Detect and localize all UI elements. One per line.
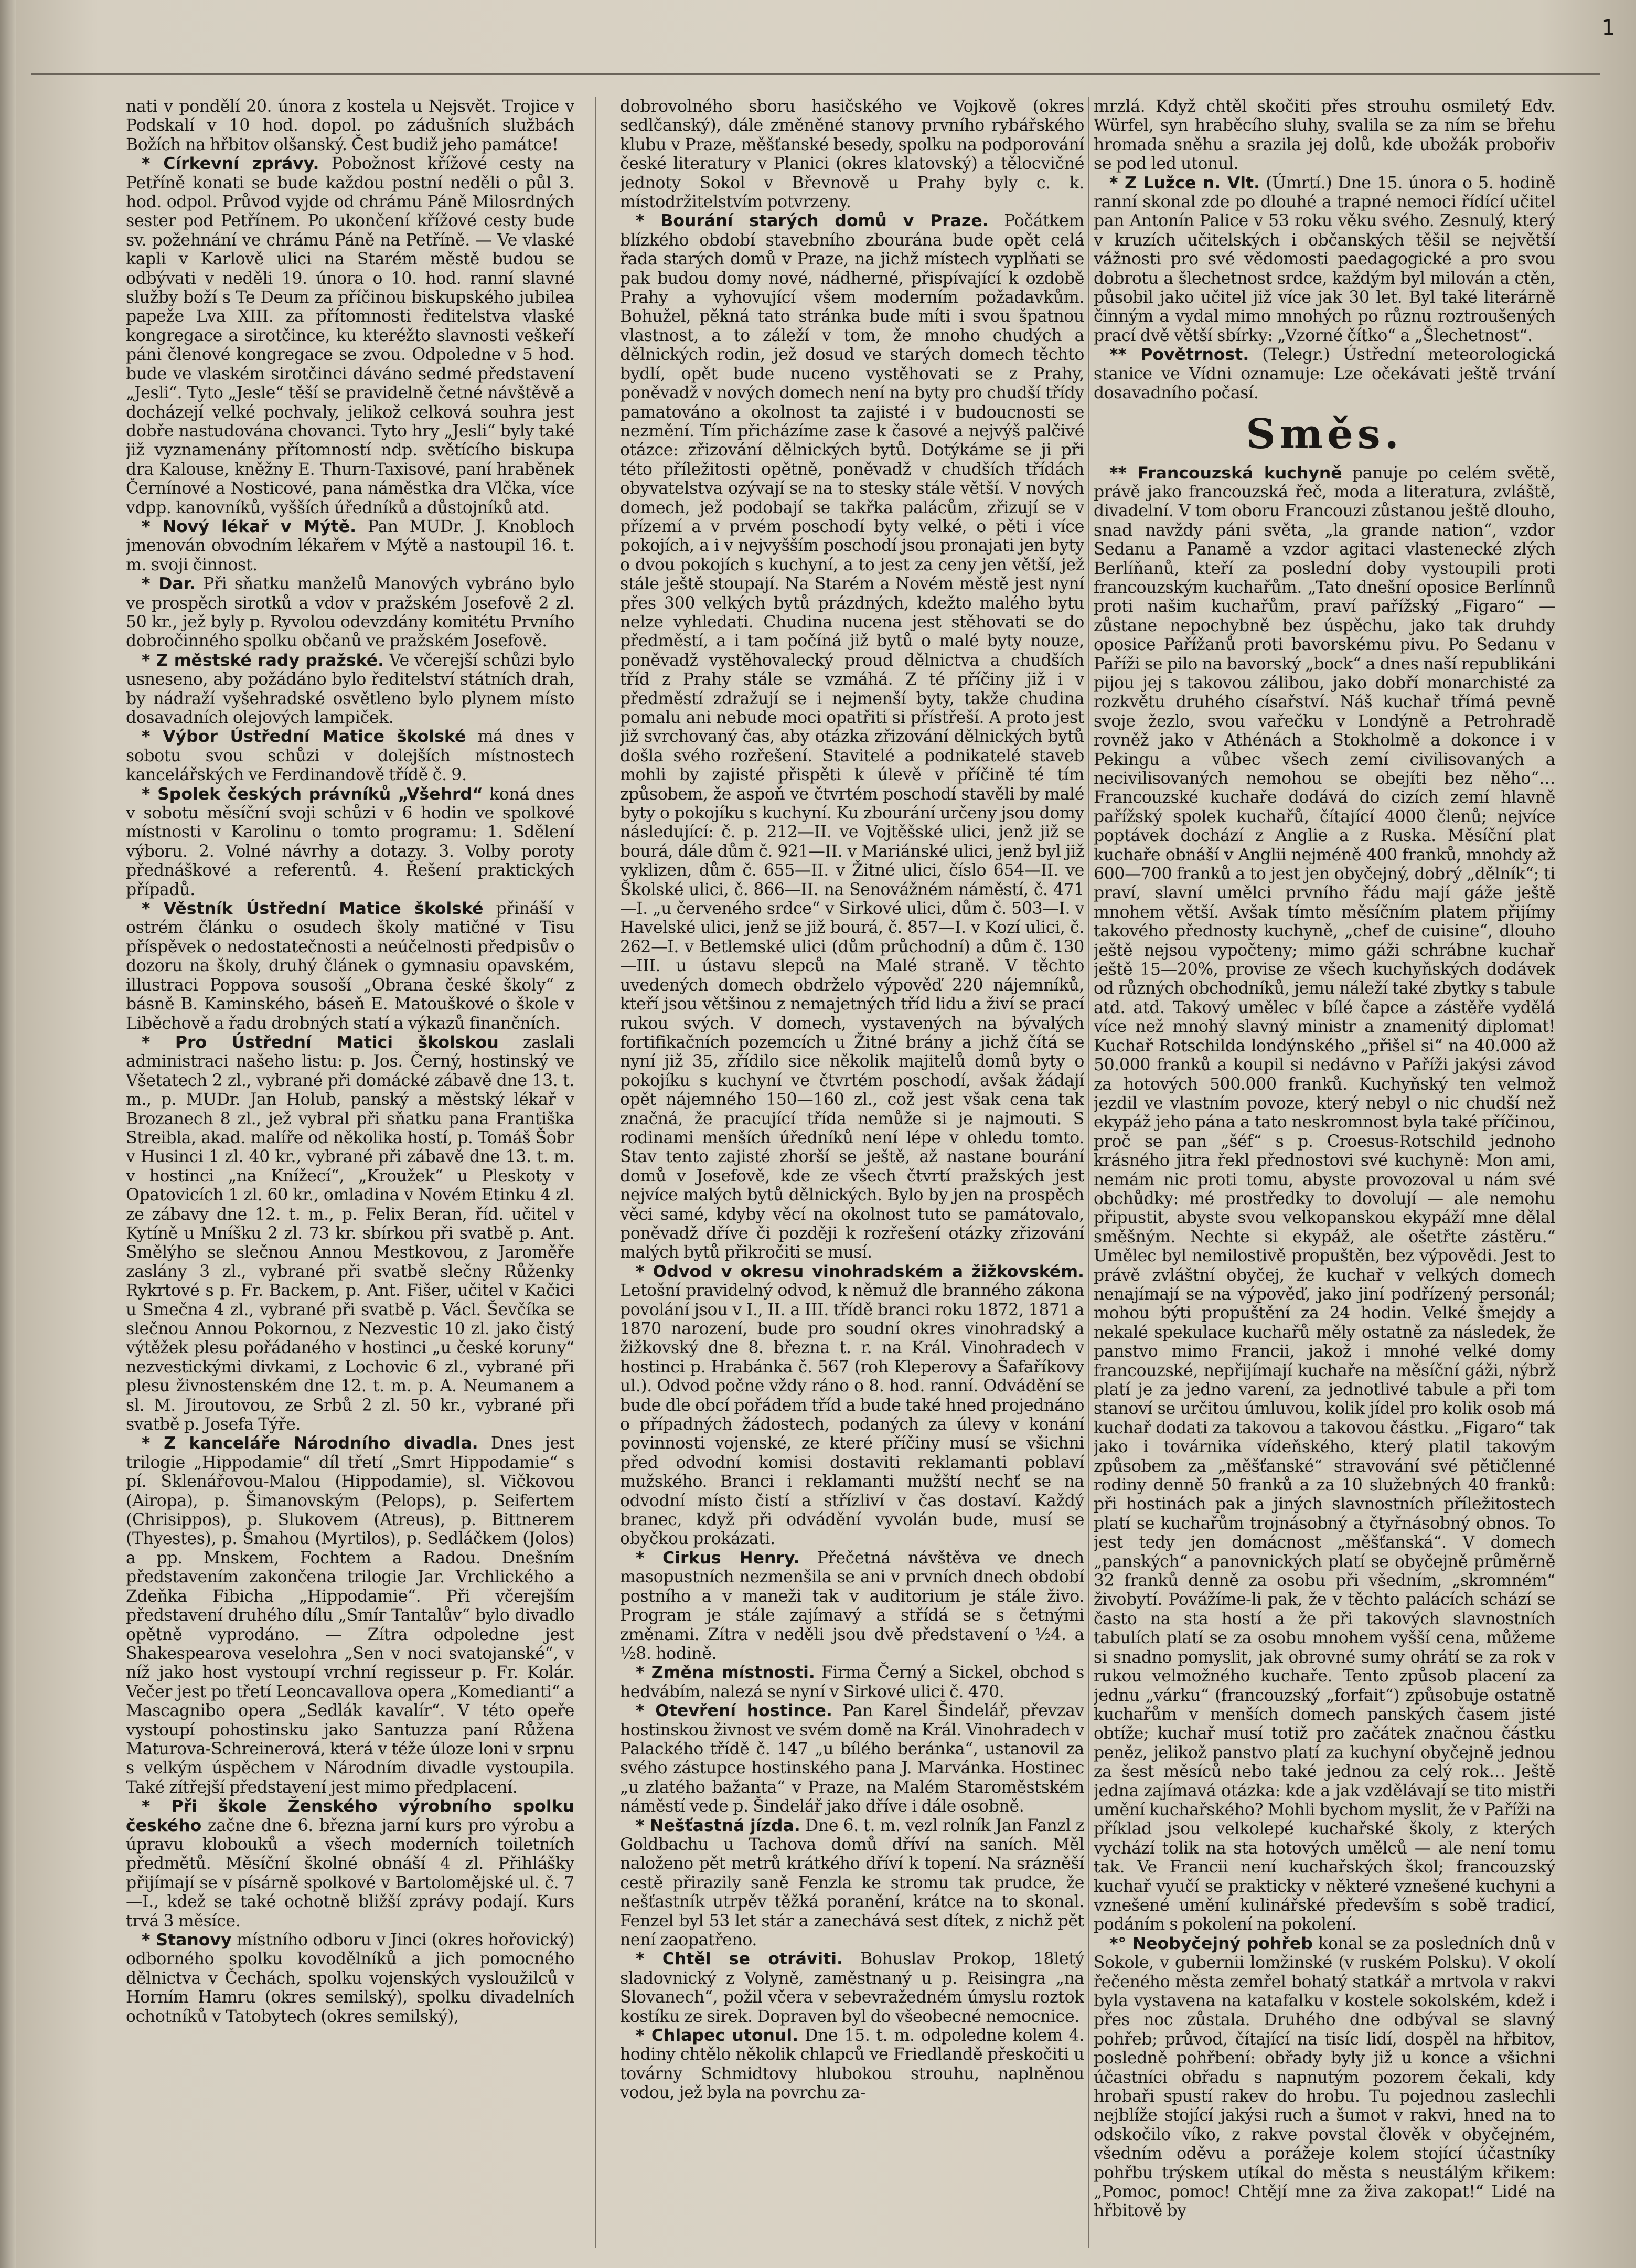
article-headline: * Výbor Ústřední Matice školské [142,727,466,747]
article-text: Přečetná návštěva ve dnech masopustních nezmenšila se ani v prvních dnech období postního a v maneži tak v auditorium je stále živo. Program je stále zajímavý a střídá se s četnými změnami. Zítra v neděli jsou dvě představení o ½4. a ½8. hodině. [620,1548,1084,1663]
article-headline: * Při škole Ženského výrobního spolku českého [126,1797,574,1835]
article-headline: * Spolek českých právníků „Všehrd“ [142,784,483,804]
article-paragraph [126,1931,574,2026]
article-paragraph [620,1816,1084,1950]
article-text: Pan MUDr. J. Knobloch jmenován obvodním lékařem v Mýtě a nastoupil 16. t. m. svoji činnost. [126,517,574,574]
article-paragraph [1094,464,1555,1934]
article-text: (Úmrtí.) Dne 15. února o 5. hodině ranní skonal zde po dlouhé a trapné nemoci řídící učitel pan Antonín Palice v 53 roku věku svého. Zesnulý, který v kruzích učitelských i občanských těšil se největší vážnosti pro své vědomosti paedagogické a pro svou dobrotu a šlechetnost srdce, každým byl milován a ctěn, působil jako učitel již více jak 30 let. Byl také literárně činným a vydal mimo mnohých po různu roztroušených prací dvě větší sbírky: „Vzorné čítko“ a „Šlechetnost“. [1094,173,1555,345]
article-text: zaslali administraci našeho listu: p. Jos. Černý, hostinský ve Všetatech 2 zl., vybrané při domácké zábavě dne 13. t. m., p. MUDr. Jan Holub, panský a městský lékař v Brozanech 8 zl., jež vybral při sňatku pana Františka Streibla, akad. malíře od několika hostí, p. Tomáš Šobr v Husinci 1 zl. 40 kr., vybrané při zábavě dne 13. t. m. v hostinci „na Knížecí“, „Kroužek“ u Pleskoty v Opatovicích 1 zl. 60 kr., omladina v Novém Etinku 4 zl. ze zábavy dne 12. t. m., p. Felix Beran, říd. učitel v Kytíně u Mníšku 2 zl. 73 kr. sbírkou při svatbě p. Ant. Smělýho se slečnou Annou Mestkovou, z Jaroměře zaslány 3 zl., vybrané při svatbě slečny Růženky Rykrtové s p. Fr. Backem, p. Ant. Fišer, učitel v Kačici u Smečna 4 zl., vybrané při svatbě p. Václ. Ševčíka se slečnou Annou Pokornou, z Nezvestic 10 zl. jako čistý výtěžek plesu pořádaného v hostinci „u české koruny“ nezvestickými divkami, z Lochovic 6 zl., vybrané při plesu živnostenském dne 12. t. m. p. A. Neumanem a sl. M. Jiroutovou, ze Srbů 2 zl. 50 kr., vybrané při svatbě p. Josefa Týře. [126,1032,574,1434]
article-paragraph [126,727,574,784]
article-headline: *° Neobyčejný pohřeb [1109,1934,1313,1953]
column-1 [126,97,574,2253]
article-text: mrzlá. Když chtěl skočiti přes strouhu osmiletý Edv. Würfel, syn hraběcího sluhy, svalila se za ním se břehu hromada sněhu a srazila jej dolů, kde ubožák probořiv se pod led utonul. [1094,97,1555,174]
article-text: Dne 15. t. m. odpoledne kolem 4. hodiny chtělo několik chlapců ve Friedlandě přeskočiti u továrny Schmidtovy hlubokou strouhu, naplněnou vodou, jež byla na povrchu za- [620,2026,1084,2103]
article-text: Bohuslav Prokop, 18letý sladovnický z Volyně, zaměstnaný u p. Reisingra „na Slovanech“, požil včera v sebevražedném úmyslu roztok kostíku ze sirek. Dopraven byl do všeobecné nemocnice. [620,1950,1084,2026]
article-paragraph [620,97,1084,211]
article-paragraph [1094,1934,1555,2221]
article-headline: * Otevření hostince. [636,1701,832,1721]
article-paragraph [126,154,574,517]
article-paragraph [126,785,574,899]
article-paragraph [126,97,574,154]
article-text: přináší v ostrém článku o osudech školy matičné v Tisu příspěvek o nedostatečnosti a neúčelnosti předpisův o dozoru na školy, druhý článek o gymnasiu opavském, illustraci Poppova sousoší „Obrana české školy“ z básně B. Kaminského, báseň E. Matouškové o škole v Liběchově a řadu drobných statí a výkazů finančních. [126,899,574,1033]
article-headline: * Stanovy [142,1931,232,1950]
article-headline: * Z kanceláře Národního divadla. [142,1434,478,1453]
article-paragraph [1094,97,1555,174]
article-paragraph [126,517,574,574]
article-paragraph [126,651,574,728]
article-headline: * Z městské rady pražské. [142,651,384,670]
column-divider-2 [1088,97,1089,2248]
article-paragraph [126,1033,574,1434]
article-text: místního odboru v Jinci (okres hořovický) odborného spolku kovodělníků a jich pomocného dělnictva v Čechách, spolku vojenských vysloužilců v Horním Hamru (okres semilský), spolku divadelních ochotníků v Tatobytech (okres semilský), [126,1931,574,2026]
article-headline: ** Francouzská kuchyně [1109,463,1342,483]
article-paragraph [620,1663,1084,1701]
article-text: Počátkem blízkého období stavebního zbourána bude opět celá řada starých domů v Praze, na jichž místech vyplňati se pak budou domy nové, nádherné, přispívající k ozdobě Prahy a vyhovující všem moderním požadavkům. Bohužel, pěkná tato stránka bude míti i svou špatnou vlastnost, a to záleží v tom, že mnoho chudých a dělnických rodin, jež dosud ve starých domech těchto bydlí, opět bude nuceno vystěhovati se z Prahy, poněvadž v nových domech není na byty pro chudší třídy pamatováno a okolnost ta zajisté i v budoucnosti se nezmění. Tím přicházíme zase k časové a nejvýš palčivé otázce: zřizování dělnických bytů. Dotýkáme se ji při této příležitosti opětně, poněvadž v chudších třídách obyvatelstva ozývají se na to stesky stále větší. V nových domech, jež podobají se takřka palácům, zřizují se v přízemí a v prvém poschodí byty velké, o pěti i více pokojích, a i v nejvyšším poschodí jsou pronajati jen byty o dvou pokojích s kuchyní, a to jest za ceny jen větší, jež stále ještě stoupají. Na Starém a Novém městě jest nyní přes 300 velkých bytů prázdných, kdežto malého bytu nelze vyhledati. Chudina nucena jest stěhovati se do předměstí, a i tam počíná již bytů o malé byty nouze, poněvadž vystěhovalecký proud dělnictva a chudších tříd z Prahy stále se vzmáhá. Z té příčiny již i v předměstí zdražují se i nejmenší byty, takže chudina pomalu ani nebude moci opatřiti si přístřeší. A proto jest již svrchovaný čas, aby otázka zřizování dělnických bytů došla svého rozřešení. Stavitelé a podnikatelé staveb mohli by zajisté přispěti k úlevě v příčině té tím způsobem, že aspoň ve čtvrtém poschodí stavěli by malé byty o pokojíku s kuchyní. Ku zbourání určeny jsou domy následující: č. p. 212—II. ve Vojtěšské ulici, jenž již se bourá, dále dům č. 921—II. v Mariánské ulici, jenž byl již vyklizen, dům č. 655—II. v Žitné ulici, číslo 654—II. ve Školské ulici, č. 866—II. na Senovážném náměstí, č. 471—I. „u červeného srdce“ v Sirkové ulici, dům č. 503—I. v Havelské ulici, jenž se již bourá, č. 857—I. v Kozí ulici, č. 262—I. v Betlemské ulici (dům průchodní) a dům č. 130—III. u ústavu slepců na Malé straně. V těchto uvedených domech obdrželo výpověď 220 nájemníků, kteří jsou většinou z nemajetných tříd lidu a živí se prací rukou svých. V domech, vystavených na bývalých fortifikačních pozemcích u Žitné brány a jichž čítá se nyní již 35, zřídilo sice několik majitelů domů byty o pokojíku s kuchyní ve čtvrtém poschodí, avšak žádají opět nájemného 150—160 zl., což jest však cena tak značná, že pracující třída nemůže si je najmouti. S rodinami menších úředníků není lépe v ohledu tomto. Stav tento zajisté zhorší se ještě, až nastane bourání domů v Josefově, kde ze všech čtvrtí pražských jest nejvíce malých bytů dělnických. Bylo by jen na prospěch věci samé, kdyby věcí na okolnost tuto se památovalo, poněvadž dříve či později k rozřešení otázky zřizování malých bytů přikročiti se musí. [620,211,1084,1262]
article-text: Ve včerejší schůzi bylo usneseno, aby požádáno bylo ředitelství státních drah, by nádraží vyšehradské osvětleno bylo plynem místo dosavadních olejových lampiček. [126,651,574,727]
article-text: Dnes jest trilogie „Hippodamie“ díl třetí „Smrt Hippodamie“ s pí. Sklenářovou-Malou (Hippodamie), sl. Vičkovou (Airopa), p. Šimanovským (Pelops), p. Seifertem (Chrisippos), p. Slukovem (Atreus), p. Bittnerem (Thyestes), p. Šmahou (Myrtilos), p. Sedláčkem (Jolos) a pp. Mnskem, Fochtem a Radou. Dnešním představením zakončena trilogie Jar. Vrchlického a Zdeňka Fibicha „Hippodamie“. Při včerejším představení druhého dílu „Smír Tantalův“ bylo divadlo opětně vyprodáno. — Zítra odpoledne jest Shakespearova veselohra „Sen v noci svatojanské“, v níž jako host vystoupí vrchní regisseur p. Fr. Kolár. Večer jest po třetí Leoncavallova opera „Komedianti“ a Mascagnibo opera „Sedlák kavalír“. V této opeře vystoupí pohostinsku jako Santuzza paní Růžena Maturova-Schreinerová, která v téže úloze loni v srpnu s velkým úspěchem v Národním divadle vystoupila. Také zítřejší představení jest mimo předplacení. [126,1434,574,1797]
article-text: Dne 6. t. m. vezl rolník Jan Fanzl z Goldbachu u Tachova domů dříví na saních. Měl naloženo pět metrů krátkého dříví k topení. Na srázněší cestě přirazily saně Fenzla ke stromu tak prudce, že nešťastník utrpěv těžká poranění, krátce na to skonal. Fenzel byl 53 let stár a zanechává sest dítek, z nichž pět není zaopatřeno. [620,1816,1084,1950]
article-text: Pobožnost křížové cesty na Petříně konati se bude každou postní neděli o půl 3. hod. odpol. Průvod vyjde od chrámu Páně Milosrdných sester pod Petřínem. Po ukončení křížové cesty bude sv. požehnání ve chrámu Páně na Petříně. — Ve vlaské kapli v Karlově ulici na Starém městě budou se odbývati v neděli 19. února o 10. hod. ranní slavné služby boží s Te Deum za příčinou biskupského jubilea papeže Lva XIII. za přítomnosti ředitelstva vlaské kongregace a sirotčince, ku kteréžto slavnosti veškeří páni členové kongregace se zvou. Odpoledne v 5 hod. bude ve vlaském sirotčinci dáváno sedmé představení „Jesli“. Tyto „Jesle“ těší se pravidelně četné návštěvě a docházejí velké pochvaly, jelikož celková souhra jest dobře nastudována chovanci. Tyto hry „Jesli“ byly také již vyznamenány přítomností ndp. světícího biskupa dra Kalouse, kněžny E. Thurn-Taxisové, paní hraběnek Černínové a Nosticové, pana náměstka dra Vlčka, více vdpp. kanovníků, vyšších úředníků a důstojníků atd. [126,154,574,517]
article-headline: * Dar. [142,574,196,594]
article-headline: * Odvod v okresu vinohradském a žižkovském. [636,1262,1084,1281]
column-divider-1 [595,97,596,2248]
article-text: má dnes v sobotu svou schůzi v dolejších místnostech kancelářských ve Ferdinandově třídě č. 9. [126,727,574,785]
article-paragraph [1094,345,1555,402]
article-headline: ** Povětrnost. [1109,345,1249,365]
page-fold-shadow [0,0,16,2268]
article-paragraph [126,1434,574,1797]
article-headline: * Změna místnosti. [636,1663,815,1683]
page-marker: 1 [1601,16,1615,40]
article-headline: * Chlapec utonul. [636,2026,799,2046]
article-headline: * Církevní zprávy. [142,154,319,174]
article-text: Letošní pravidelný odvod, k němuž dle branného zákona povolání jsou v I., II. a III. třídě branci roku 1872, 1871 a 1870 narození, bude pro soudní okres vinohradský a žižkovský dne 8. března t. r. na Král. Vinohradech v hostinci p. Hrabánka č. 567 (roh Kleperovy a Šafaříkovy ul.). Odvod počne vždy ráno o 8. hod. ranní. Odvádění se bude dle obcí pořádem tříd a bude také hned projednáno o případných žádostech, podaných za úlevy v konání povinnosti vojenské, ze které příčiny musí se všichni před odvodní komisi dostaviti reklamanti poblaví mužského. Branci i reklamanti mužští nechť se na odvodní místo čistí a střízliví v čas dostaví. Každý branec, když při odvádění vyvolán bude, musí se obyčkou prokázati. [620,1281,1084,1549]
article-text: nati v pondělí 20. února z kostela u Nejsvět. Trojice v Podskalí v 10 hod. dopol. po zádušních službách Božích na hřbitov olšanský. Čest budiž jeho památce! [126,97,574,154]
article-headline: * Nešťastná jízda. [636,1816,800,1835]
column-2 [620,97,1084,2253]
article-paragraph [620,1549,1084,1663]
article-paragraph [620,1262,1084,1549]
article-paragraph [620,211,1084,1262]
article-headline: * Bourání starých domů v Praze. [636,211,989,231]
article-headline: * Věstník Ústřední Matice školské [142,899,484,919]
article-text: panuje po celém světě, právě jako francouzská řeč, moda a literatura, zvláště, divadelní. V tom oboru Francouzi zůstanou ještě dlouho, snad navždy páni světa, „la grande nation“, vzdor Sedanu a Panamě a vzdor agitaci vlastenecké zlých Berlíňanů, kteří za poslední doby vystoupili proti francouzským kuchařům. „Tato dnešní oposice Berlínnů proti našim kuchařům, praví pařížský „Figaro“ — zůstane nepochybně bez úspěchu, jako tak druhdy oposice Pařížanů proti bavorskému pivu. Po Sedanu v Paříži se pilo na bavorský „bock“ a dnes naší republikáni pijou jej s takovou zálibou, jako dobří monarchisté za rozkvětu druhého císařství. Náš kuchař třímá pevně svoje žezlo, svou vařečku v Londýně a Petrohradě rovněž jako v Athénách a Stokholmě a dokonce i v Pekingu a vůbec všech zemí civilisovaných a necivilisovaných nemohou se obejíti bez něho“… Francouzské kuchaře dodává do cizích zemí hlavně pařížský spolek kuchařů, čítající 4000 členů; nejvíce poptávek dochází z Anglie a z Ruska. Měsíční plat kuchaře obnáší v Anglii nejméně 400 franků, mnohdy až 600—700 franků a to jest jen obyčejný, dobrý „dělník“; ti praví, slavní umělci prvního řádu mají gáže ještě mnohem větší. Avšak tímto měsíčním platem přijímy takového přednosty kuchyně, „chef de cuisine“, dlouho ještě nejsou vypočteny; mimo gáži schrábne kuchař ještě 15—20%, provise ze všech kuchyňských dodávek od různých obchodníků, jemu náleží také zbytky s tabule atd. atd. Takový umělec v bílé čapce a zástěře vydělá více než mnohý slavný ministr a znamenitý diplomat! Kuchař Rotschilda londýnského „přišel si“ na 40.000 až 50.000 franků a koupil si nedávno v Paříži jakýsi závod za hotových 500.000 franků. Kuchyňský ten velmož jezdil ve vlastním povoze, který nebyl o nic chudší než ekypáž jeho pána a tato neskromnost byla také příčinou, proč se pan „šéf“ s p. Croesus-Rotschild jednoho krásného jitra řekl přednostovi své kuchyně: Mon ami, nemám nic proti tomu, abyste provozoval u nám své obchůdky: mé prostředky to dovolují — ale nemohu připustit, abyste svou velkopanskou ekypáží mne dělal směšným. Nechte si ekypáž, ale ošetřte zástěru.“ Umělec byl nemilostivě propuštěn, bez výpovědi. Jest to právě zvláštní obyčej, že kuchař v velkých domech nenajímají se na výpověď, jako jiní podřízený personál; mohou býti propuštění za 24 hodin. Velké šmejdy a nekalé spekulace kuchařů měly ostatně za následek, že panstvo mimo Francii, jakož i mnohé velké domy francouzské, nepřijímají kuchaře na měsíční gáži, nýbrž platí je za jedno varení, za jednotlivé tabule a při tom stanoví se určitou úmluvou, kolik jídel pro kolik osob má kuchař dodati za takovou a takovou částku. „Figaro“ tak jako i továrnika vídeňského, který platil takovým způsobem za „měšťanské“ stravování své pětičlenné rodiny denně 50 franků a za 10 služebných 40 franků: při hostinách pak a jiných slavnostních příležitostech platí se kuchařům trojnásobný a čtyřnásobný obnos. To jest tedy jen domácnost „měšťanská“. V domech „panských“ a panovnických platí se obyčejně průměrně 32 franků denně za osobu při všedním, „skromném“ živobytí. Povážíme-li pak, že v těchto palácích schází se často na sta hostí a že při takových slavnostních tabulích platí se za osobu mnohem vyšší cena, můžeme si snadno pomyslit, jak obrovné sumy ohrátí se za rok v rukou velmožného kuchaře. Tento způsob placení za jednu „várku“ (francouzský „forfait“) způsobuje ostatně kuchařům v menších domech panských časem jisté obtíže; kuchař musí totiž pro začátek značnou částku peněz, jelikož panstvo platí za kuchyní obyčejně jednou za šest měsíců nebo také jednou za celý rok… Ještě jedna zajímavá otázka: kde a jak vzdělávají se tito mistři umění kuchařského? Mohli bychom myslit, že v Paříži na příklad jsou velkolepé kuchařské školy, z kterých vychází tolik na sta hotových umělců — ale není tomu tak. Ve Francii není kuchařských škol; francouzský kuchař vyučí se prakticky v některé vznešené kuchyni a vznešené umění kulinářské především s sobě tradicí, podáním s pokolení na pokolení. [1094,463,1555,1934]
article-paragraph [620,2026,1084,2103]
article-headline: * Z Lužce n. Vlt. [1109,173,1260,193]
article-paragraph [620,1950,1084,2026]
article-text: konal se za posledních dnů v Sokole, v gubernii lomžinské (v ruském Polsku). V okolí řečeného města zemřel bohatý statkář a mrtvola v rakvi byla vystavena na katafalku v kostele sokolském, kdež i přes noc zůstala. Druhého dne odbýval se slavný pohřeb; průvod, čítající na tisíc lidí, dospěl na hřbitov, posledně pohřbení: obřady byly již u konce a všichni účastníci obřadu s napnutým pozorem čekali, kdy hrobaři spustí rakev do hrobu. Tu pojednou zaslechli nejblíže stojící jakýsi ruch a šumot v rakvi, hned na to odskočilo víko, z rakve povstal člověk v obyčejném, všedním oděvu a porážeje kolem stojící účastníky pohřbu trýskem utíkal do města s neustálým křikem: „Pomoc, pomoc! Chtějí mne za živa zakopat!“ Lidé na hřbitově by [1094,1934,1555,2221]
article-text: (Telegr.) Ústřední meteorologická stanice ve Vídni oznamuje: Lze očekávati ještě trvání dosavadního počasí. [1094,345,1555,403]
section-title: Směs. [1246,410,1403,458]
article-text: Při sňatku manželů Manových vybráno bylo ve prospěch sirotků a vdov v pražském Josefově 2 zl. 50 kr., jež byly p. Ryvolou odevzdány komitétu Prvního dobročinného spolku občanů ve pražském Josefově. [126,574,574,651]
article-text: Firma Černý a Sickel, obchod s hedvábím, nalezá se nyní v Sirkové ulici č. 470. [620,1663,1084,1701]
article-paragraph [620,1701,1084,1816]
article-text: dobrovolného sboru hasičského ve Vojkově (okres sedlčanský), dále změněné stanovy prvního rybářského klubu v Praze, měšťanské besedy, spolku na podporování české literatury v Planici (okres klatovský) a tělocvičné jednoty Sokol v Břevnově u Prahy byly c. k. místodržitelstvím potvrzeny. [620,97,1084,212]
top-rule [31,73,1600,75]
article-paragraph [126,574,574,651]
article-paragraph [126,899,574,1033]
article-headline: * Cirkus Henry. [636,1548,800,1568]
article-paragraph [126,1797,574,1931]
article-text: Pan Karel Šindelář, převzav hostinskou živnost ve svém domě na Král. Vinohradech v Palackého třídě č. 147 „u bílého beránka“, ustanovil za svého zástupce hostinského pana J. Marvánka. Hostinec „u zlatého bažanta“ v Praze, na Malém Staroměstském náměstí vede p. Šindelář jako dříve i dále osobně. [620,1701,1084,1816]
article-text: koná dnes v sobotu měsíční svoji schůzi v 6 hodin ve spolkové místnosti v Karolinu o tomto programu: 1. Sdělení výboru. 2. Volné návrhy a dotazy. 3. Volby poroty přednáškové a referentů. 4. Řešení praktických případů. [126,784,574,899]
article-headline: * Pro Ústřední Matici školskou [142,1032,499,1052]
article-headline: * Nový lékař v Mýtě. [142,517,357,536]
article-text: začne dne 6. března jarní kurs pro výrobu a úpravu klobouků a všech moderních toiletních předmětů. Měsíční školné obnáší 4 zl. Přihlášky přijímají se v písárně spolkové v Bartolomějské ul. č. 7—I., kdež se také ochotně bližší zprávy podají. Kurs trvá 3 měsíce. [126,1816,574,1931]
article-paragraph [1094,174,1555,346]
article-headline: * Chtěl se otráviti. [636,1950,843,1969]
column-3 [1094,97,1555,2253]
